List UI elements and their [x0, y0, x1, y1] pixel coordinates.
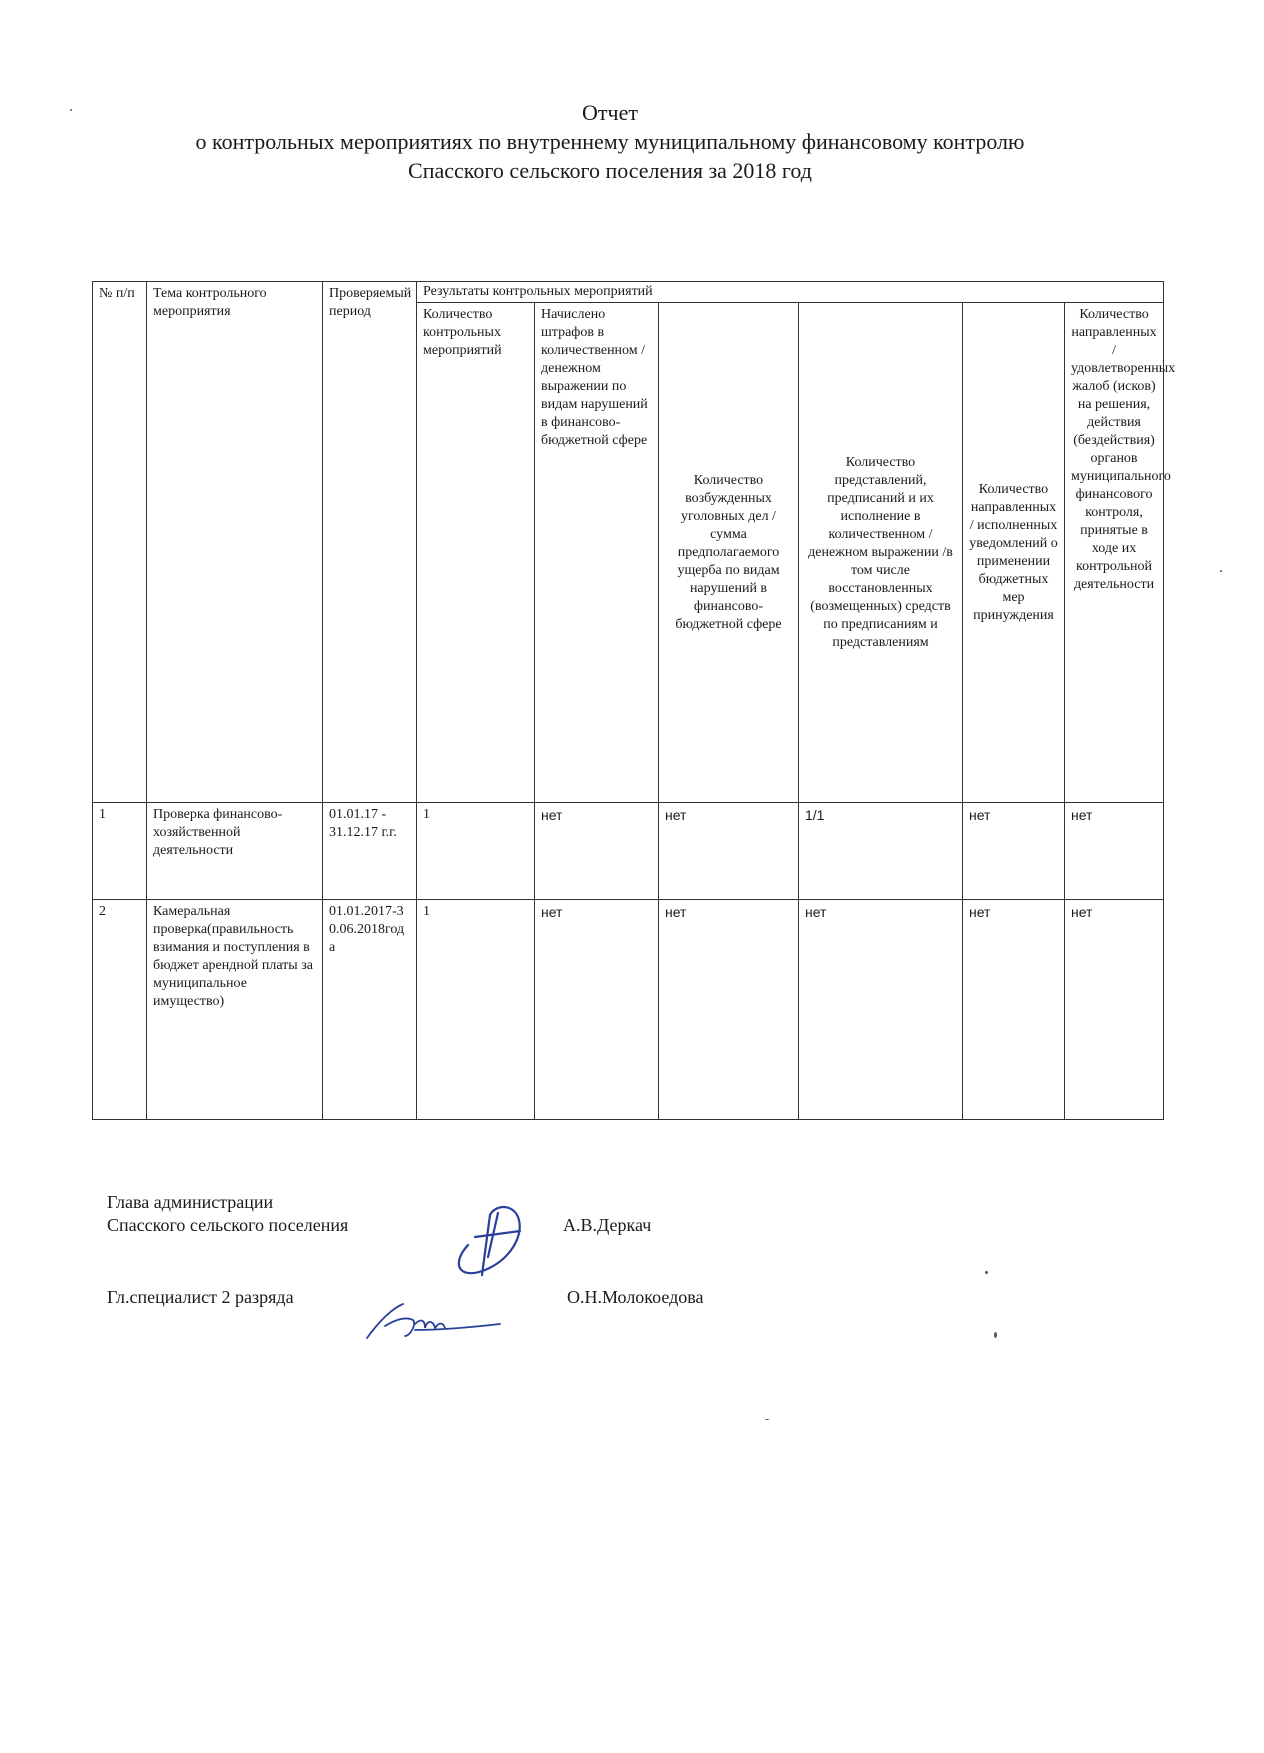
row2-num: 2: [93, 900, 147, 1120]
row2-notifications: нет: [963, 900, 1065, 1120]
specialist-title: Гл.специалист 2 разряда: [107, 1287, 294, 1307]
specialist-signature-image: [355, 1290, 505, 1350]
head-title-line1: Глава администрации: [107, 1192, 274, 1212]
row1-fines: нет: [535, 803, 659, 900]
head-title: [107, 1191, 348, 1237]
row1-representations: 1/1: [799, 803, 963, 900]
control-activities-table: [92, 281, 1176, 1120]
scan-speck: [985, 1271, 988, 1274]
header-results: Результаты контрольных мероприятий: [417, 282, 1164, 303]
header-count: Количество контрольных мероприятий: [417, 303, 535, 803]
row2-count: 1: [417, 900, 535, 1120]
row2-representations: нет: [799, 900, 963, 1120]
header-notifications: Количество направленных / исполненных уведомлений о применении бюджетных мер принуждения: [963, 303, 1065, 803]
table-row: [93, 803, 1164, 900]
row1-topic: Проверка финансово-хозяйственной деятельности: [147, 803, 323, 900]
row2-criminal: нет: [659, 900, 799, 1120]
head-name: А.В.Деркач: [563, 1215, 652, 1235]
header-fines: Начислено штрафов в количественном / денежном выражении по видам нарушений в финансово-бюджетной сфере: [535, 303, 659, 803]
row1-period: 01.01.17 - 31.12.17 г.г.: [323, 803, 417, 900]
title-line-1: Отчет: [582, 100, 638, 125]
row1-count: 1: [417, 803, 535, 900]
header-criminal: Количество возбужденных уголовных дел / сумма предполагаемого ущерба по видам нарушений в финансово-бюджетной сфере: [659, 303, 799, 803]
header-period: Проверяемый период: [323, 282, 417, 803]
specialist-name: О.Н.Молокоедова: [567, 1287, 704, 1307]
table-row: [93, 900, 1164, 1120]
row2-topic: Камеральная проверка(правильность взимания и поступления в бюджет арендной платы за муниципальное имущество): [147, 900, 323, 1120]
row1-criminal: нет: [659, 803, 799, 900]
header-complaints: Количество направленных / удовлетворенных жалоб (исков) на решения, действия (бездействия) органов муниципального финансового контроля, принятые в ходе их контрольной деятельности: [1065, 303, 1164, 803]
head-signature-image: [440, 1195, 540, 1285]
header-num: № п/п: [93, 282, 147, 803]
header-topic: Тема контрольного мероприятия: [147, 282, 323, 803]
header-representations: Количество представлений, предписаний и их исполнение в количественном / денежном выражении /в том числе восстановленных (возмещенных) средств по предписаниям и представлениям: [799, 303, 963, 803]
title-line-2: о контрольных мероприятиях по внутреннему муниципальному финансовому контролю: [195, 129, 1025, 154]
scan-speck: [70, 109, 72, 111]
head-title-line2: Спасского сельского поселения: [107, 1215, 349, 1235]
row1-notifications: нет: [963, 803, 1065, 900]
report-title: [80, 98, 1140, 185]
row2-period: 01.01.2017-30.06.2018года: [323, 900, 417, 1120]
scan-speck: [1220, 570, 1222, 572]
row2-fines: нет: [535, 900, 659, 1120]
row2-complaints: нет: [1065, 900, 1164, 1120]
scan-speck: [994, 1332, 997, 1338]
row1-num: 1: [93, 803, 147, 900]
row1-complaints: нет: [1065, 803, 1164, 900]
title-line-3: Спасского сельского поселения за 2018 год: [408, 158, 812, 183]
scan-speck: [765, 1419, 769, 1420]
